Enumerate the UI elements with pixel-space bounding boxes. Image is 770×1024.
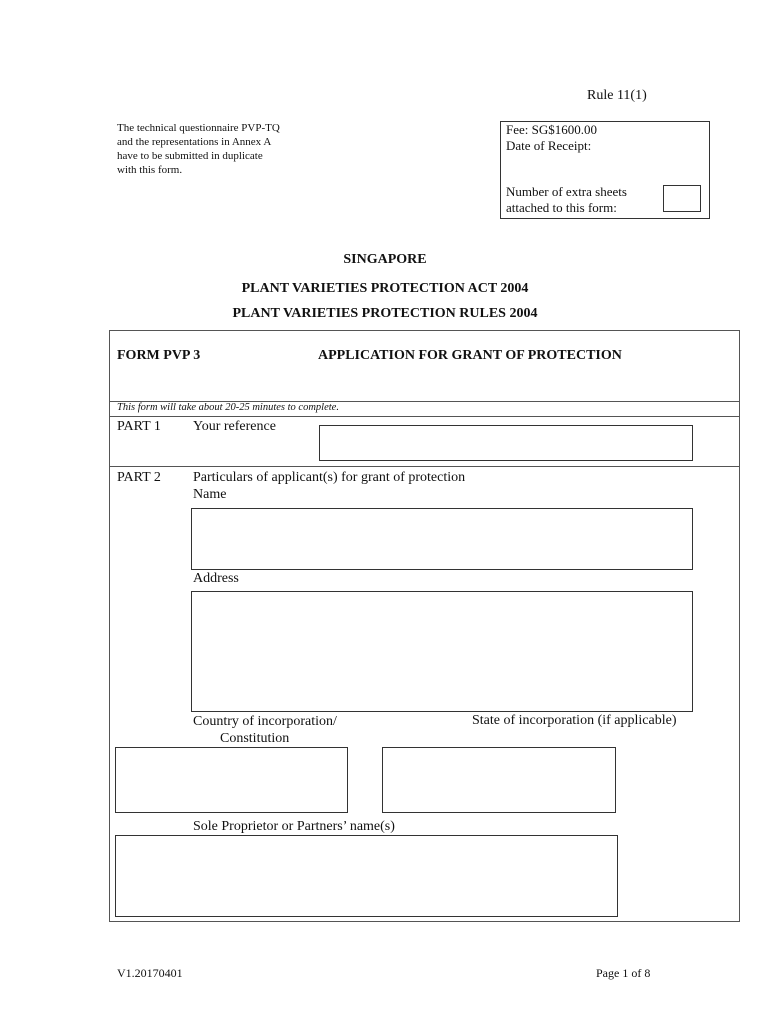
submission-note-line: The technical questionnaire PVP-TQ (117, 122, 280, 134)
rule-reference: Rule 11(1) (587, 88, 647, 103)
time-estimate-note: This form will take about 20-25 minutes to complete. (117, 402, 339, 413)
extra-sheets-field[interactable] (663, 185, 701, 212)
country-of-incorporation-label (193, 713, 393, 747)
your-reference-label: Your reference (193, 419, 276, 434)
divider (109, 416, 740, 417)
fee-label: Fee: SG$1600.00 (506, 122, 597, 137)
address-field[interactable] (191, 591, 693, 712)
sole-proprietor-label: Sole Proprietor or Partners’ name(s) (193, 819, 395, 834)
rules-title: PLANT VARIETIES PROTECTION RULES 2004 (232, 306, 538, 321)
submission-note-line: and the representations in Annex A (117, 136, 272, 148)
part2-label: PART 2 (117, 470, 161, 485)
address-label: Address (193, 571, 239, 586)
date-of-receipt-label: Date of Receipt: (506, 138, 592, 153)
version-number: V1.20170401 (117, 966, 183, 980)
extra-sheets-label-line1: Number of extra sheets (506, 184, 627, 199)
divider (109, 466, 740, 467)
country-label-line2: Constitution (220, 731, 290, 746)
name-label: Name (193, 487, 227, 502)
part1-label: PART 1 (117, 419, 161, 434)
submission-note-line: with this form. (117, 164, 183, 176)
sole-proprietor-field[interactable] (115, 835, 618, 917)
form-heading: APPLICATION FOR GRANT OF PROTECTION (318, 348, 622, 363)
country-of-incorporation-field[interactable] (115, 747, 348, 813)
state-of-incorporation-label: State of incorporation (if applicable) (472, 713, 677, 728)
country-label-line1: Country of incorporation/ (193, 714, 337, 729)
submission-note-line: have to be submitted in duplicate (117, 150, 263, 162)
state-of-incorporation-field[interactable] (382, 747, 616, 813)
form-code: FORM PVP 3 (117, 348, 201, 363)
applicant-particulars-heading: Particulars of applicant(s) for grant of protection (193, 470, 466, 485)
extra-sheets-label-line2: attached to this form: (506, 200, 617, 215)
country-title: SINGAPORE (343, 252, 427, 267)
name-field[interactable] (191, 508, 693, 570)
act-title: PLANT VARIETIES PROTECTION ACT 2004 (241, 281, 529, 296)
extra-sheets-label (506, 184, 656, 216)
page-number: Page 1 of 8 (596, 966, 651, 980)
submission-note (117, 121, 337, 177)
your-reference-field[interactable] (319, 425, 693, 461)
